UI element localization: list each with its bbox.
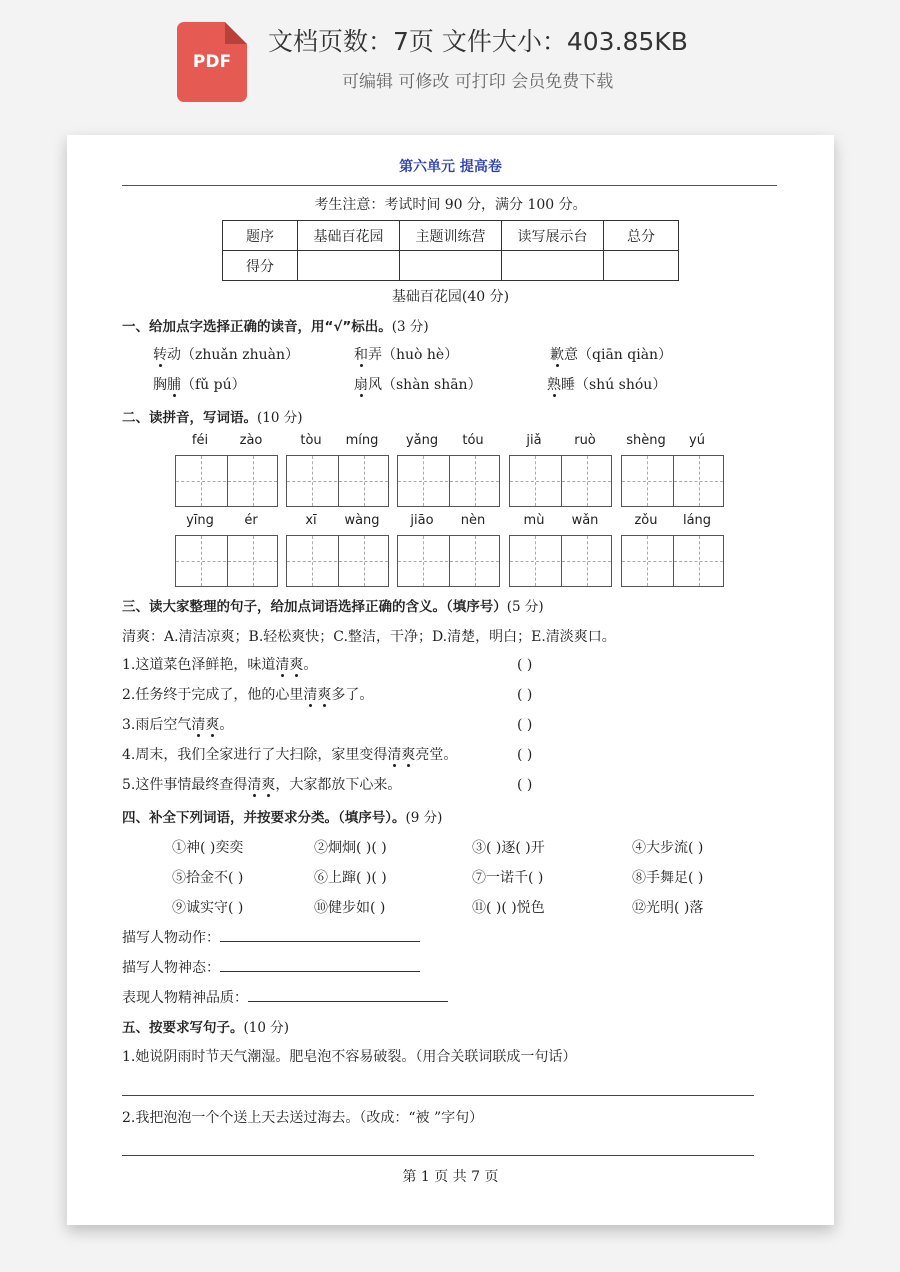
score-table	[222, 220, 679, 281]
score-cell	[298, 251, 400, 281]
word-item: ①神( )奕奕	[172, 840, 244, 856]
pinyin-label: mù	[523, 513, 545, 528]
pinyin-label: tóu	[462, 433, 484, 448]
pinyin-label: jiāo	[410, 513, 434, 528]
pinyin-label: yú	[689, 433, 705, 448]
tianzige-grid[interactable]	[621, 535, 724, 587]
answer-blank[interactable]	[220, 928, 420, 942]
score-row-label: 得分	[223, 251, 298, 281]
word-item: ⑤拾金不( )	[172, 870, 244, 886]
exam-notice: 考生注意：考试时间 90 分，满分 100 分。	[314, 197, 587, 213]
document-page	[67, 135, 834, 1225]
score-header-cell: 读写展示台	[502, 221, 604, 251]
dotted-char: 清	[275, 657, 290, 673]
word-item: ⑦一诺千( )	[472, 870, 544, 886]
score-header-cell: 主题训练营	[400, 221, 502, 251]
answer-bracket[interactable]: ( )	[517, 747, 533, 763]
category-expression: 描写人物神态：	[122, 958, 420, 978]
score-cell	[400, 251, 502, 281]
tianzige-grid[interactable]	[286, 455, 389, 507]
word-item: ②炯炯( )( )	[314, 840, 387, 856]
pinyin-label: shèng	[626, 433, 666, 448]
pdf-file-icon	[177, 22, 247, 102]
pdf-icon-label: PDF	[192, 52, 232, 72]
answer-bracket[interactable]: ( )	[517, 657, 533, 673]
answer-bracket[interactable]: ( )	[517, 717, 533, 733]
tianzige-grid[interactable]	[175, 535, 278, 587]
answer-blank[interactable]	[248, 988, 448, 1002]
word-item: ⑧手舞足( )	[632, 870, 704, 886]
page-footer: 第 1 页 共 7 页	[402, 1169, 499, 1185]
pinyin-label: wǎn	[571, 513, 599, 528]
sentence-item: 4.周末，我们全家进行了大扫除，家里变得清爽亮堂。	[122, 747, 458, 763]
pinyin-label: tòu	[300, 433, 322, 448]
word-item: ⑪( )( )悦色	[472, 900, 545, 916]
pinyin-label: wàng	[344, 513, 380, 528]
pinyin-label: yīng	[186, 513, 214, 528]
answer-bracket[interactable]: ( )	[517, 777, 533, 793]
tianzige-grid[interactable]	[397, 455, 500, 507]
pinyin-choice-item: 歉意（qiān qiàn）	[550, 347, 673, 363]
doc-title: 第六单元 提高卷	[399, 159, 502, 175]
pinyin-label: ér	[244, 513, 258, 528]
answer-line[interactable]	[122, 1095, 754, 1096]
score-cell	[502, 251, 604, 281]
pinyin-choice-item: 转动（zhuǎn zhuàn）	[153, 347, 299, 363]
word-item: ⑨诚实守( )	[172, 900, 244, 916]
download-banner	[0, 0, 900, 135]
dotted-char: 清	[247, 777, 262, 793]
sentence-item: 5.这件事情最终查得清爽，大家都放下心来。	[122, 777, 402, 793]
score-header-cell: 总分	[604, 221, 679, 251]
document-info-title: 文档页数：7页 文件大小：403.85KB	[268, 27, 688, 56]
word-item: ④大步流( )	[632, 840, 704, 856]
part-title: 基础百花园(40 分)	[391, 289, 510, 305]
pinyin-label: jiǎ	[526, 433, 542, 448]
question-5-1: 1.她说阴雨时节天气潮湿。肥皂泡不容易破裂。（用合关联词联成一句话）	[122, 1049, 577, 1065]
title-divider	[122, 185, 777, 186]
pinyin-label: féi	[191, 433, 209, 448]
category-character: 表现人物精神品质：	[122, 988, 448, 1008]
tianzige-grid[interactable]	[621, 455, 724, 507]
sentence-item: 1.这道菜色泽鲜艳，味道清爽。	[122, 657, 318, 673]
sentence-item: 3.雨后空气清爽。	[122, 717, 234, 733]
score-cell	[604, 251, 679, 281]
section-1-heading: 一、给加点字选择正确的读音，用“√”标出。(3 分)	[122, 319, 429, 335]
dotted-char: 爽	[261, 777, 276, 793]
sentence-item: 2.任务终于完成了，他的心里清爽多了。	[122, 687, 374, 703]
word-item: ⑥上蹿( )( )	[314, 870, 387, 886]
tianzige-grid[interactable]	[286, 535, 389, 587]
meanings-list: 清爽：A.清洁凉爽；B.轻松爽快；C.整洁，干净；D.清楚，明白；E.清淡爽口。	[122, 629, 616, 645]
answer-line[interactable]	[122, 1155, 754, 1156]
pinyin-label: nèn	[460, 513, 486, 528]
pinyin-choice-item: 和弄（huò hè）	[354, 347, 459, 363]
dotted-char: 爽	[289, 657, 304, 673]
pinyin-label: xī	[305, 513, 317, 528]
pinyin-choice-item: 胸脯（fǔ pú）	[153, 377, 246, 393]
pinyin-label: zǒu	[634, 513, 658, 528]
word-item: ③( )逐( )开	[472, 840, 545, 856]
section-2-heading: 二、读拼音，写词语。(10 分)	[122, 410, 303, 426]
pinyin-choice-item: 扇风（shàn shān）	[354, 377, 482, 393]
pinyin-label: ruò	[574, 433, 596, 448]
category-action: 描写人物动作：	[122, 928, 420, 948]
pinyin-label: yǎng	[405, 433, 439, 448]
pinyin-choice-item: 熟睡（shú shóu）	[547, 377, 667, 393]
section-5-heading: 五、按要求写句子。(10 分)	[122, 1020, 290, 1036]
pinyin-label: míng	[345, 433, 379, 448]
tianzige-grid[interactable]	[175, 455, 278, 507]
tianzige-grid[interactable]	[509, 535, 612, 587]
answer-blank[interactable]	[220, 958, 420, 972]
word-item: ⑩健步如( )	[314, 900, 386, 916]
tianzige-grid[interactable]	[397, 535, 500, 587]
pinyin-label: zào	[239, 433, 263, 448]
section-3-heading: 三、读大家整理的句子，给加点词语选择正确的含义。（填序号）(5 分)	[122, 599, 544, 615]
document-features: 可编辑 可修改 可打印 会员免费下载	[342, 72, 614, 92]
pinyin-label: láng	[682, 513, 712, 528]
score-header-cell: 基础百花园	[298, 221, 400, 251]
question-5-2: 2.我把泡泡一个个送上天去送过海去。（改成：“被 ”字句）	[122, 1110, 484, 1126]
tianzige-grid[interactable]	[509, 455, 612, 507]
dotted-char: 爽	[401, 747, 416, 763]
score-header-cell: 题序	[223, 221, 298, 251]
dotted-char: 清	[387, 747, 402, 763]
dotted-char: 爽	[317, 687, 332, 703]
dotted-char: 清	[303, 687, 318, 703]
dotted-char: 爽	[205, 717, 220, 733]
dotted-char: 清	[191, 717, 206, 733]
answer-bracket[interactable]: ( )	[517, 687, 533, 703]
word-item: ⑫光明( )落	[632, 900, 704, 916]
section-4-heading: 四、补全下列词语，并按要求分类。（填序号）。(9 分)	[122, 810, 443, 826]
